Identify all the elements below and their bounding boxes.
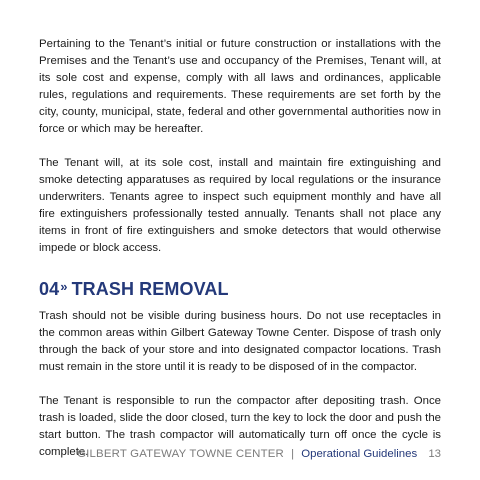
double-chevron-icon: »	[60, 279, 68, 294]
intro-paragraph-compliance: Pertaining to the Tenant’s initial or future construction or installations with the Premises and the Tenant’s use and occupancy of the Premises, Tenant will, at its sole cost and expense, comply with all laws and ordinances, applicable rules, regulations and requirements. These requirements are set forth by the city, county, municipal, state, federal and other governmental authorities now in force or which may be hereafter.	[39, 38, 441, 135]
section-heading	[39, 274, 441, 300]
section-title: TRASH REMOVAL	[71, 279, 229, 299]
intro-paragraph-fire-safety: The Tenant will, at its sole cost, install and maintain fire extinguishing and smoke detecting apparatuses as required by local regulations or the insurance underwriters. Tenants agree to inspect such equipment monthly and have all fire extinguishers professionally tested annually. Tenants shall not place any items in front of fire extinguishers and smoke detectors that would otherwise impede or block access.	[39, 157, 441, 254]
section-number: 04	[39, 279, 60, 299]
footer-separator: |	[291, 448, 295, 460]
page-footer	[77, 447, 441, 461]
page-number: 13	[428, 448, 441, 460]
document-page	[39, 36, 441, 461]
footer-center-name: GILBERT GATEWAY TOWNE CENTER	[77, 448, 284, 460]
footer-guide-title: Operational Guidelines	[301, 448, 418, 460]
trash-paragraph-disposal: Trash should not be visible during business hours. Do not use receptacles in the common areas within Gilbert Gateway Towne Center. Dispose of trash only through the back of your store and into designated compactor locations. Trash must remain in the store until it is ready to be disposed of in the compactor.	[39, 310, 441, 373]
trash-paragraph-compactor: The Tenant is responsible to run the compactor after depositing trash. Once trash is loaded, slide the door closed, turn the key to lock the door and push the start button. The trash compactor will automatically turn off once the cycle is complete.	[39, 395, 441, 458]
